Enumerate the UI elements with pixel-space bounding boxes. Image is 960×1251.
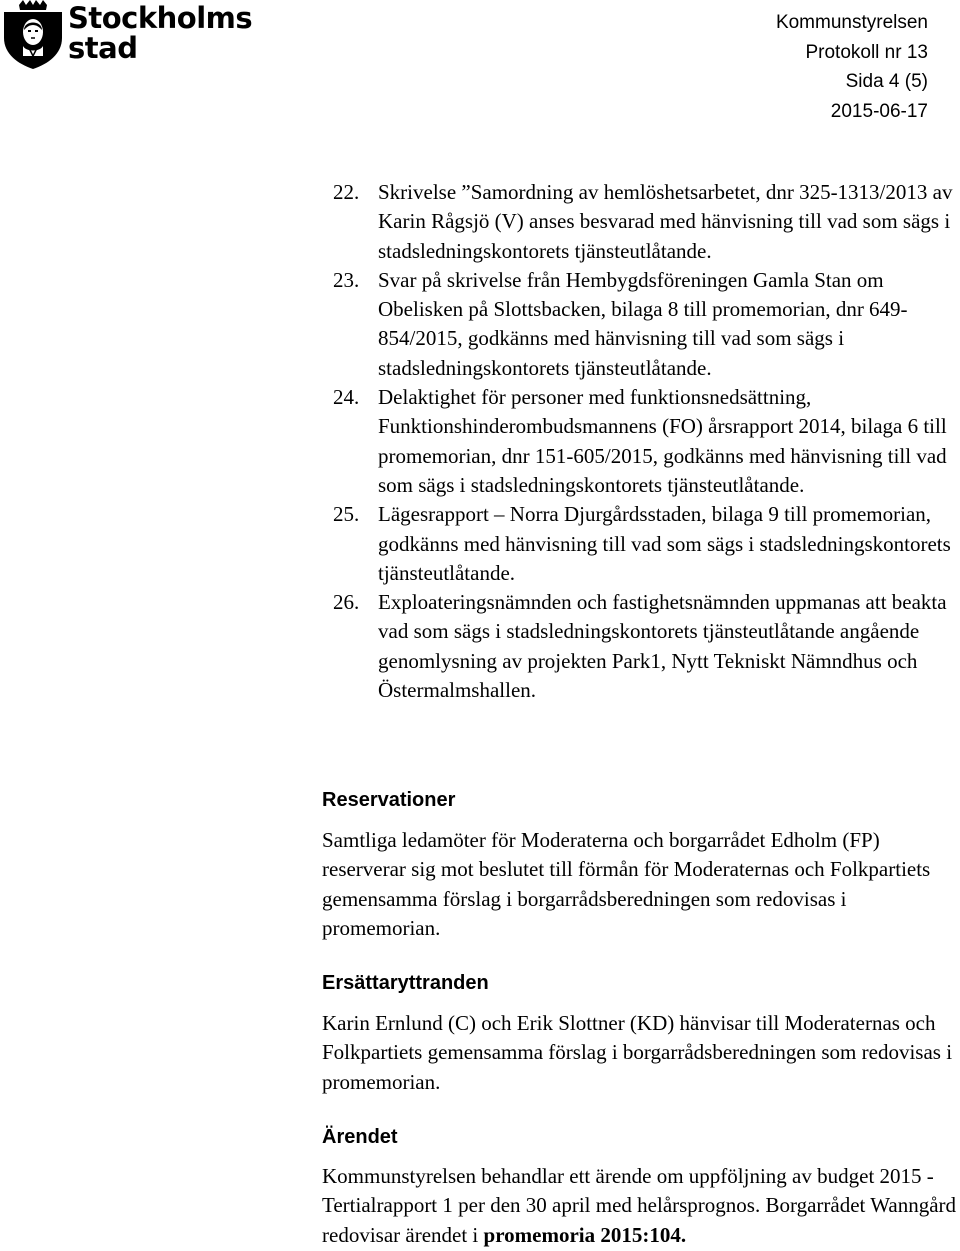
decision-text: Svar på skrivelse från Hembygdsföreningen Gamla Stan om Obelisken på Slottsbacken, bilaga 8 till promemorian, dnr 649-854/2015, godkänns med hänvisning till vad som sägs i stadsledningskontorets tjänsteutlåtande. — [378, 267, 908, 380]
logo-line-1: Stockholms — [68, 1, 253, 35]
decision-item — [333, 383, 958, 500]
memo-reference: promemoria 2015:104 — [483, 1222, 681, 1247]
decision-number: 23. — [333, 267, 360, 292]
header-protocol: Protokoll nr 13 — [805, 41, 928, 63]
decision-number: 26. — [333, 590, 360, 615]
arendet-heading: Ärendet — [322, 1126, 398, 1148]
header-page: Sida 4 (5) — [845, 71, 928, 92]
decision-item — [333, 588, 958, 705]
header-date: 2015-06-17 — [830, 100, 928, 122]
decision-text: Lägesrapport – Norra Djurgårdsstaden, bilaga 9 till promemorian, godkänns med hänvisning till vad som sägs i stadsledningskontorets tjänsteutlåtande. — [378, 502, 951, 585]
document-header — [776, 8, 928, 126]
decision-item — [333, 500, 958, 588]
arendet-text — [322, 1162, 957, 1250]
logo-line-2: stad — [68, 31, 138, 65]
decision-list — [333, 178, 958, 705]
ersattaryttranden-text: Karin Ernlund (C) och Erik Slottner (KD) hänvisar till Moderaternas och Folkpartiets gemensamma förslag i borgarrådsberedningen som redovisas i promemorian. — [322, 1011, 953, 1094]
stockholms-stad-logo — [2, 0, 253, 70]
saint-erik-crest-icon — [2, 0, 64, 70]
decision-text: Skrivelse ”Samordning av hemlöshetsarbetet, dnr 325-1313/2013 av Karin Rågsjö (V) anses besvarad med hänvisning till vad som sägs i stadsledningskontorets tjänsteutlåtande. — [378, 180, 953, 263]
decision-text: Delaktighet för personer med funktionsnedsättning, Funktionshinderombudsmannens (FO) årsrapport 2014, bilaga 6 till promemorian, dnr 151-605/2015, godkänns med hänvisning till vad som sägs i stadsledningskontorets tjänsteutlåtande. — [378, 385, 947, 497]
decision-text: Exploateringsnämnden och fastighetsnämnden uppmanas att beakta vad som sägs i stadsledningskontorets tjänsteutlåtande angående genomlysning av projekten Park1, Nytt Tekniskt Nämndhus och Östermalmshallen. — [378, 590, 947, 703]
logo-wordmark — [68, 3, 252, 63]
decision-item — [333, 266, 958, 383]
arendet-end: . — [680, 1222, 687, 1247]
reservationer-text: Samtliga ledamöter för Moderaterna och borgarrådet Edholm (FP) reserverar sig mot beslutet till förmån för Moderaternas och Folkpartiets gemensamma förslag i borgarrådsberedningen som redovisas i promemorian. — [322, 828, 931, 940]
decision-number: 24. — [333, 385, 360, 410]
header-organ: Kommunstyrelsen — [775, 12, 928, 33]
ersattaryttranden-heading: Ersättaryttranden — [322, 972, 489, 994]
reservationer-heading: Reservationer — [322, 789, 456, 811]
decision-number: 25. — [333, 502, 360, 527]
arendet-body: Kommunstyrelsen behandlar ett ärende om uppföljning av budget 2015 - Tertialrapport 1 per den 30 april med helårsprognos. Borgarrådet Wanngård redovisar ärendet i — [322, 1164, 957, 1247]
decision-number: 22. — [333, 180, 360, 204]
decision-item — [333, 178, 958, 266]
